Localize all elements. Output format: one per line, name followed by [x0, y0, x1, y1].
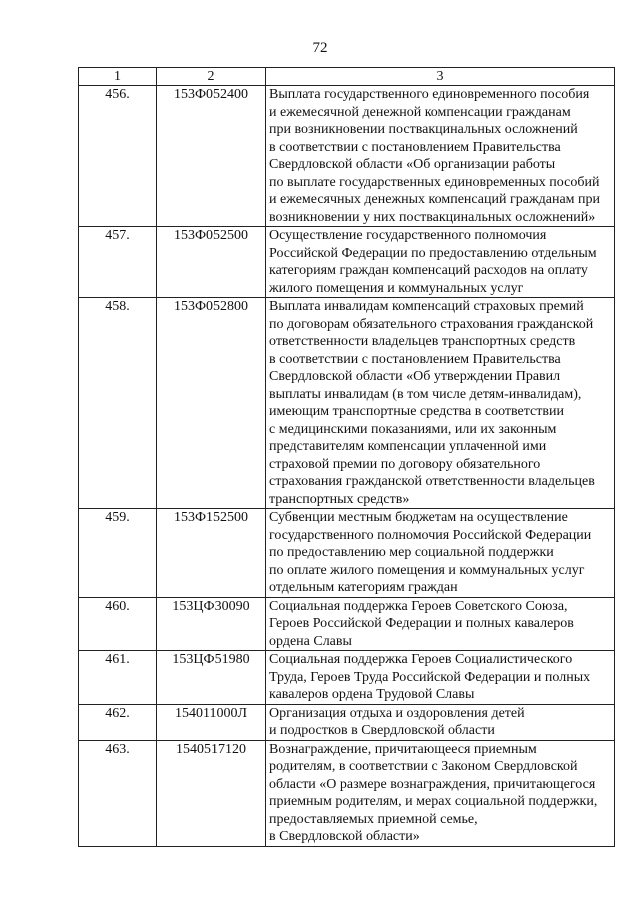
- column-header-2: 2: [157, 68, 266, 86]
- table-row: [79, 509, 615, 598]
- column-header-3: 3: [266, 68, 615, 86]
- row-description: Выплата государственного единовременного пособия и ежемесячной денежной компенсации гражданам при возникновении поствакцинальных осложнений в соответствии с постановлением Правительства Свердловской области «Об организации работы по выплате государственных единовременных пособий и ежемесячных денежных компенсаций гражданам при возникновении у них поствакцинальных осложнений»: [266, 86, 615, 227]
- table-row: [79, 597, 615, 651]
- row-code: 153ЦФ51980: [157, 651, 266, 705]
- row-number: 461.: [79, 651, 157, 705]
- page-number: 72: [312, 40, 328, 56]
- row-code: 153Ф052500: [157, 227, 266, 298]
- table-header-row: [79, 68, 615, 86]
- row-number: 460.: [79, 597, 157, 651]
- table-row: [79, 704, 615, 740]
- row-code: 1540517120: [157, 740, 266, 846]
- row-code: 153Ф152500: [157, 509, 266, 598]
- table-row: [79, 740, 615, 846]
- row-description: Социальная поддержка Героев Социалистического Труда, Героев Труда Российской Федерации и полных кавалеров ордена Трудовой Славы: [266, 651, 615, 705]
- row-number: 457.: [79, 227, 157, 298]
- table-row: [79, 227, 615, 298]
- row-code: 154011000Л: [157, 704, 266, 740]
- row-number: 456.: [79, 86, 157, 227]
- row-code: 153Ф052400: [157, 86, 266, 227]
- table-row: [79, 651, 615, 705]
- column-header-1: 1: [79, 68, 157, 86]
- row-description: Социальная поддержка Героев Советского Союза, Героев Российской Федерации и полных кавалеров ордена Славы: [266, 597, 615, 651]
- row-code: 153ЦФ30090: [157, 597, 266, 651]
- row-code: 153Ф052800: [157, 298, 266, 509]
- row-number: 462.: [79, 704, 157, 740]
- row-description: Вознаграждение, причитающееся приемным родителям, в соответствии с Законом Свердловской области «О размере вознаграждения, причитающегося приемным родителям, и мерах социальной поддержки, предоставляемых приемной семье, в Свердловской области»: [266, 740, 615, 846]
- row-number: 458.: [79, 298, 157, 509]
- row-description: Осуществление государственного полномочия Российской Федерации по предоставлению отдельным категориям граждан компенсаций расходов на оплату жилого помещения и коммунальных услуг: [266, 227, 615, 298]
- table-row: [79, 298, 615, 509]
- row-description: Выплата инвалидам компенсаций страховых премий по договорам обязательного страхования гражданской ответственности владельцев транспортных средств в соответствии с постановлением Правительства Свердловской области «Об утверждении Правил выплаты инвалидам (в том числе детям-инвалидам), имеющим транспортные средства в соответствии с медицинскими показаниями, или их законным представителям компенсации уплаченной ими страховой премии по договору обязательного страхования гражданской ответственности владельцев транспортных средств»: [266, 298, 615, 509]
- row-number: 463.: [79, 740, 157, 846]
- row-description: Субвенции местным бюджетам на осуществление государственного полномочия Российской Федерации по предоставлению мер социальной поддержки по оплате жилого помещения и коммунальных услуг отдельным категориям граждан: [266, 509, 615, 598]
- budget-classification-table: [78, 67, 615, 847]
- row-number: 459.: [79, 509, 157, 598]
- table-row: [79, 86, 615, 227]
- row-description: Организация отдыха и оздоровления детей и подростков в Свердловской области: [266, 704, 615, 740]
